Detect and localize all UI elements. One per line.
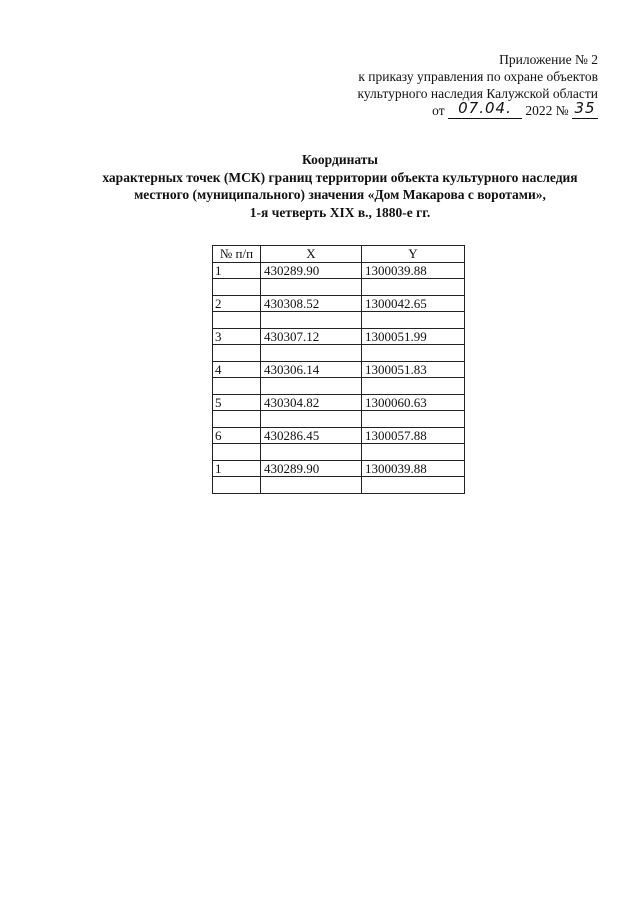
appendix-order-line: к приказу управления по охране объектов bbox=[358, 69, 598, 84]
cell-number bbox=[213, 477, 261, 494]
table-row bbox=[213, 262, 465, 279]
cell-y: 1300051.83 bbox=[362, 361, 465, 378]
table-row bbox=[213, 279, 465, 296]
cell-number bbox=[213, 444, 261, 461]
cell-x: 430289.90 bbox=[261, 262, 362, 279]
number-field bbox=[572, 99, 598, 119]
cell-x: 430308.52 bbox=[261, 295, 362, 312]
document-title bbox=[60, 151, 620, 221]
cell-y bbox=[362, 378, 465, 395]
cell-number bbox=[213, 345, 261, 362]
table-row bbox=[213, 312, 465, 329]
coordinates-table bbox=[212, 245, 465, 494]
title-line-4: 1-я четверть XIX в., 1880-е гг. bbox=[249, 204, 431, 220]
cell-y bbox=[362, 312, 465, 329]
cell-x bbox=[261, 345, 362, 362]
table-row bbox=[213, 444, 465, 461]
cell-number: 5 bbox=[213, 394, 261, 411]
cell-number: 1 bbox=[213, 460, 261, 477]
cell-x bbox=[261, 411, 362, 428]
table-body bbox=[213, 262, 465, 493]
cell-x bbox=[261, 477, 362, 494]
cell-y bbox=[362, 279, 465, 296]
appendix-title: Приложение № 2 bbox=[499, 52, 598, 67]
table-row bbox=[213, 427, 465, 444]
table-row bbox=[213, 411, 465, 428]
table-header-row bbox=[213, 246, 465, 263]
appendix-authority-line: культурного наследия Калужской области bbox=[357, 86, 598, 101]
title-line-3: местного (муниципального) значения «Дом Макарова с воротами», bbox=[134, 187, 546, 202]
cell-number: 1 bbox=[213, 262, 261, 279]
cell-number bbox=[213, 279, 261, 296]
table-row bbox=[213, 345, 465, 362]
cell-x: 430289.90 bbox=[261, 460, 362, 477]
date-field bbox=[448, 99, 522, 119]
appendix-date-line bbox=[357, 99, 598, 119]
cell-y bbox=[362, 477, 465, 494]
date-prefix: от bbox=[432, 103, 445, 118]
cell-y: 1300039.88 bbox=[362, 262, 465, 279]
cell-y: 1300057.88 bbox=[362, 427, 465, 444]
cell-number: 2 bbox=[213, 295, 261, 312]
table-row bbox=[213, 460, 465, 477]
cell-x: 430306.14 bbox=[261, 361, 362, 378]
table-row bbox=[213, 361, 465, 378]
table-row bbox=[213, 394, 465, 411]
table-row bbox=[213, 328, 465, 345]
cell-x: 430286.45 bbox=[261, 427, 362, 444]
cell-x bbox=[261, 444, 362, 461]
header-x: X bbox=[261, 246, 362, 263]
cell-number: 3 bbox=[213, 328, 261, 345]
cell-y: 1300042.65 bbox=[362, 295, 465, 312]
table-row bbox=[213, 477, 465, 494]
cell-number: 6 bbox=[213, 427, 261, 444]
cell-x bbox=[261, 378, 362, 395]
cell-y: 1300051.99 bbox=[362, 328, 465, 345]
title-line-1: Координаты bbox=[302, 152, 378, 167]
cell-number bbox=[213, 378, 261, 395]
cell-x bbox=[261, 312, 362, 329]
title-line-2: характерных точек (МСК) границ территории объекта культурного наследия bbox=[102, 169, 578, 185]
cell-y bbox=[362, 444, 465, 461]
table-row bbox=[213, 378, 465, 395]
header-y: Y bbox=[362, 246, 465, 263]
cell-x: 430307.12 bbox=[261, 328, 362, 345]
table-row bbox=[213, 295, 465, 312]
handwritten-number: 35 bbox=[574, 99, 596, 117]
cell-y: 1300039.88 bbox=[362, 460, 465, 477]
cell-x bbox=[261, 279, 362, 296]
cell-x: 430304.82 bbox=[261, 394, 362, 411]
cell-number bbox=[213, 312, 261, 329]
cell-number: 4 bbox=[213, 361, 261, 378]
handwritten-date: 07.04. bbox=[458, 99, 512, 117]
cell-y: 1300060.63 bbox=[362, 394, 465, 411]
cell-y bbox=[362, 345, 465, 362]
appendix-header bbox=[357, 51, 598, 119]
header-number: № п/п bbox=[213, 246, 261, 263]
cell-number bbox=[213, 411, 261, 428]
year-label: 2022 № bbox=[525, 103, 569, 118]
cell-y bbox=[362, 411, 465, 428]
